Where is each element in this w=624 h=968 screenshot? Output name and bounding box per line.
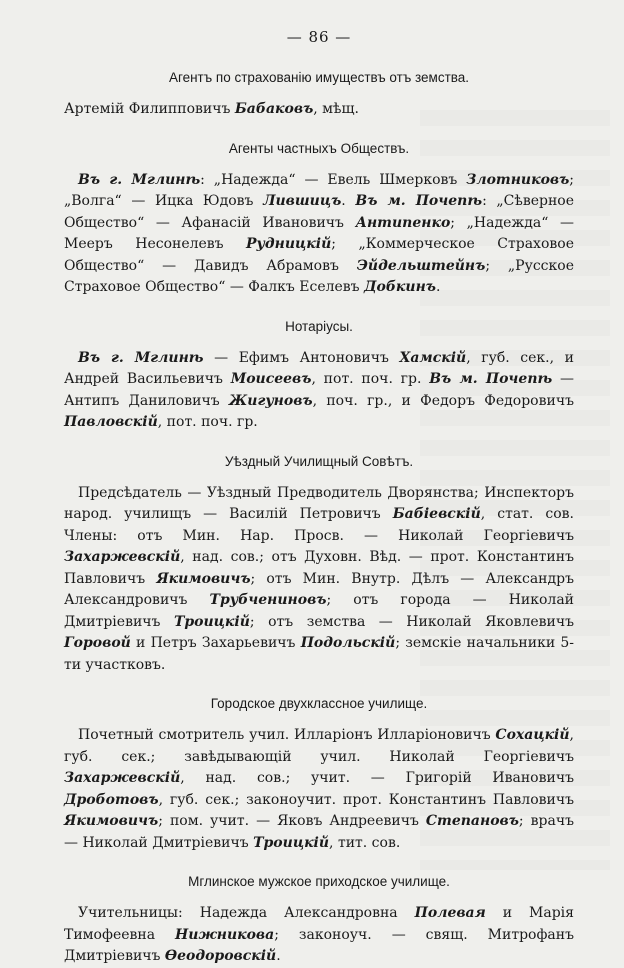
section-heading: Нотаріусы. — [285, 318, 353, 334]
text-run: . — [435, 279, 441, 295]
emphasized-name: Въ г. Мглинѣ — [78, 349, 204, 366]
text-run: : „Надежда“ — Евель Шмерковъ — [200, 171, 467, 188]
section-heading: Агенты частныхъ Обществъ. — [228, 140, 410, 156]
emphasized-name: Дроботовъ — [64, 791, 159, 808]
text-run: Почетный смотритель учил. Илларіонъ Илларіоновичъ — [78, 727, 496, 743]
section-paragraph — [64, 903, 574, 968]
section-heading: Городское двухклассное училище. — [210, 696, 428, 711]
text-run: ; отъ земства — Николай Яковлевичъ — [249, 613, 575, 630]
emphasized-name: Павловскій — [64, 414, 158, 430]
emphasized-name: Подольскій — [300, 635, 396, 651]
section-paragraph — [64, 99, 574, 121]
page-content — [64, 70, 574, 968]
emphasized-name: Сохацкій — [495, 727, 570, 743]
text-run: Предсѣдатель — Уѣздный Предводитель Дворянства; Инспекторъ народ. училищъ — Василій Петровичъ — [64, 484, 574, 522]
text-run: , стат. сов. Члены: отъ Мин. Нар. Просв. — Николай Георгіевичъ — [64, 506, 574, 544]
emphasized-name: Нижникова — [175, 926, 275, 943]
section-heading: Агентъ по страхованію имуществъ отъ земства. — [168, 70, 470, 85]
section-paragraph — [64, 348, 574, 434]
emphasized-name: Эйдельштейнъ — [356, 257, 486, 274]
emphasized-name: Въ м. Почепѣ — [355, 193, 483, 209]
text-run: . — [276, 948, 281, 964]
emphasized-name: Хамскій — [399, 349, 467, 366]
emphasized-name: Жигуновъ — [228, 392, 313, 409]
text-run: , губ. сек.; завѣдывающій учил. Николай Георгіевичъ — [64, 727, 574, 765]
emphasized-name: Захаржевскій — [64, 549, 181, 565]
text-run: , мѣщ. — [313, 101, 359, 117]
text-run: — Антипъ Даниловичъ — [64, 371, 574, 409]
text-run: — Ефимъ Антоновичъ — [203, 349, 400, 366]
emphasized-name: Захаржевскій — [64, 770, 181, 786]
text-run: ; „Надежда“ — Мееръ Несонелевъ — [64, 214, 574, 252]
text-run: , губ. сек.; законоучит. прот. Константинъ Павловичъ — [158, 791, 574, 808]
text-run: ; отъ Мин. Внутр. Дѣлъ — Александръ Александровичъ — [64, 570, 574, 608]
text-run: , тит. сов. — [329, 834, 401, 851]
text-run: ; отъ города — Николай Дмитріевичъ — [64, 592, 575, 630]
text-run: ; „Волга“ — Ицка Юдовъ — [64, 171, 575, 209]
text-run: ; „Коммерческое Страховое Общество“ — Давидъ Абрамовъ — [64, 236, 574, 274]
emphasized-name: Въ г. Мглинѣ — [78, 171, 201, 188]
emphasized-name: Антипенко — [355, 214, 451, 231]
emphasized-name: Өеодоровскій — [164, 948, 277, 964]
emphasized-name: Якимовичъ — [156, 570, 251, 587]
text-run: ; пом. учит. — Яковъ Андреевичъ — [158, 813, 426, 829]
emphasized-name: Степановъ — [425, 813, 519, 829]
page-number: — 86 — — [286, 28, 352, 46]
text-run: ; земскіе начальники 5-ти участковъ. — [64, 635, 574, 673]
section-heading: Уѣздный Училищный Совѣтъ. — [224, 453, 414, 469]
text-run: : „Сѣверное Общество“ — Афанасій Ивановичъ — [64, 193, 574, 231]
emphasized-name: Якимовичъ — [64, 813, 159, 829]
emphasized-name: Моисеевъ — [230, 371, 312, 387]
text-run: Учительницы: Надежда Александровна — [78, 905, 415, 921]
emphasized-name: Троицкій — [253, 834, 330, 851]
emphasized-name: Троицкій — [173, 613, 250, 630]
section-paragraph — [64, 483, 574, 677]
text-run: , над. сов.; отъ Духовн. Вѣд. — прот. Константинъ Павловичъ — [64, 549, 574, 587]
text-run: , поч. гр., и Федоръ Федоровичъ — [312, 392, 574, 409]
text-run: и Петръ Захарьевичъ — [130, 635, 301, 651]
text-run: , пот. поч. гр. — [157, 414, 258, 430]
emphasized-name: Лившицъ — [263, 193, 342, 209]
text-run: ; врачъ — Николай Дмитріевичъ — [64, 813, 574, 851]
text-run: , губ. сек., и Андрей Васильевичъ — [64, 349, 575, 387]
section-paragraph — [64, 170, 574, 299]
text-run: ; „Русское Страховое Общество“ — Фалкъ Еселевъ — [64, 257, 574, 295]
emphasized-name: Рудницкій — [246, 236, 332, 252]
text-run: Артемій Филипповичъ — [64, 101, 235, 117]
section-paragraph — [64, 725, 574, 854]
emphasized-name: Горовой — [64, 635, 131, 651]
text-run: ; законоуч. — свящ. Митрофанъ Дмитріевичъ — [64, 926, 575, 964]
text-run: и Марія Тимофеевна — [64, 905, 574, 943]
emphasized-name: Злотниковъ — [466, 171, 570, 188]
emphasized-name: Полевая — [414, 905, 486, 921]
emphasized-name: Трубчениновъ — [209, 592, 327, 608]
section-heading: Мглинское мужское приходское училище. — [188, 874, 450, 889]
emphasized-name: Бабаковъ — [234, 101, 314, 117]
text-run: . — [341, 193, 356, 209]
text-run: , пот. поч. гр. — [311, 371, 430, 387]
emphasized-name: Добкинъ — [364, 279, 436, 295]
emphasized-name: Въ м. Почепѣ — [429, 371, 553, 387]
text-run: , над. сов.; учит. — Григорій Ивановичъ — [180, 770, 574, 786]
emphasized-name: Бабіевскій — [392, 506, 481, 522]
